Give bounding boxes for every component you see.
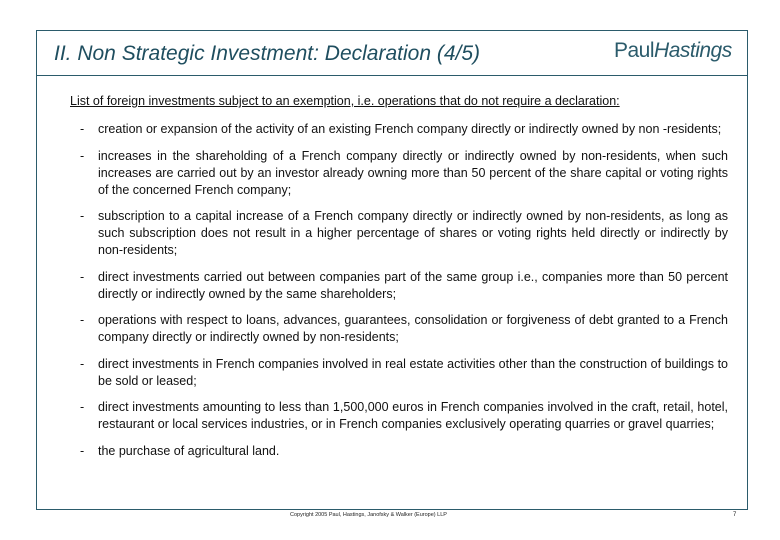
exemption-list xyxy=(80,121,728,469)
list-item xyxy=(80,356,728,390)
dash-bullet: - xyxy=(80,209,85,223)
dash-bullet: - xyxy=(80,313,85,327)
list-item xyxy=(80,148,728,199)
header-divider xyxy=(36,75,748,76)
logo-part2: Hastings xyxy=(654,39,732,62)
item-text: operations with respect to loans, advances, guarantees, consolidation or forgiveness of debt granted to a French company directly or indirectly owned by non-residents; xyxy=(98,313,728,344)
item-text: direct investments carried out between companies part of the same group i.e., companies more than 50 percent directly or indirectly owned by the same shareholders; xyxy=(98,269,728,301)
item-text: subscription to a capital increase of a French company directly or indirectly owned by non-residents, as long as such subscription does not result in a higher percentage of shares or voting rights held directly or indirectly by non-residents; xyxy=(98,209,728,257)
list-item xyxy=(80,399,728,433)
dash-bullet: - xyxy=(80,269,85,284)
list-item xyxy=(80,443,728,460)
dash-bullet: - xyxy=(80,400,85,414)
page-number: 7 xyxy=(733,512,737,518)
copyright: Copyright 2005 Paul, Hastings, Janofsky & Walker (Europe) LLP xyxy=(290,512,447,518)
dash-bullet: - xyxy=(80,443,85,458)
item-text: the purchase of agricultural land. xyxy=(98,443,280,458)
list-item xyxy=(80,121,728,138)
dash-bullet: - xyxy=(80,148,85,163)
item-text: direct investments in French companies involved in real estate activities other than the construction of buildings to be sold or leased; xyxy=(98,356,728,388)
paul-hastings-logo xyxy=(614,39,732,63)
dash-bullet: - xyxy=(80,122,85,136)
list-item xyxy=(80,208,728,259)
logo-part1: Paul xyxy=(614,39,655,62)
intro-text: List of foreign investments subject to an exemption, i.e. operations that do not require a declaration: xyxy=(70,94,620,108)
list-item xyxy=(80,269,728,303)
item-text: direct investments amounting to less than 1,500,000 euros in French companies involved in the craft, retail, hotel, restaurant or local services industries, or in French companies exclusively operating quarries or gravel quarries; xyxy=(98,400,728,431)
item-text: increases in the shareholding of a French company directly or indirectly owned by non-residents, when such increases are carried out by an investor already owning more than 50 percent of the share capital or voting rights of the concerned French company; xyxy=(98,148,728,197)
list-item xyxy=(80,312,728,346)
slide-title: II. Non Strategic Investment: Declaration (4/5) xyxy=(54,42,481,65)
item-text: creation or expansion of the activity of an existing French company directly or indirectly owned by non -residents; xyxy=(98,122,722,136)
dash-bullet: - xyxy=(80,356,85,371)
